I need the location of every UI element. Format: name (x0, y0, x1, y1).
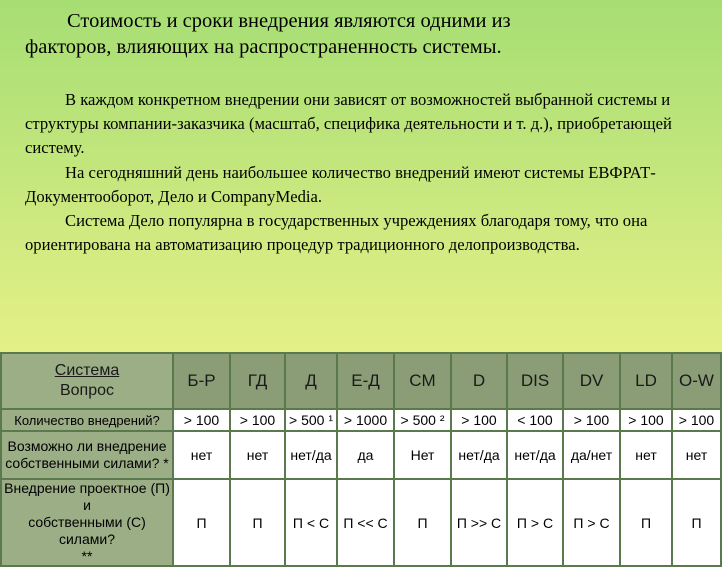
column-header: ГД (230, 353, 285, 409)
table-cell: > 100 (563, 409, 620, 431)
slide-title (25, 8, 705, 60)
table-cell: нет (672, 431, 721, 479)
table-cell: > 100 (620, 409, 672, 431)
table-cell: П (394, 479, 451, 566)
table-cell: нет/да (507, 431, 563, 479)
table-cell: да (337, 431, 394, 479)
table-cell: > 1000 (337, 409, 394, 431)
column-header: DIS (507, 353, 563, 409)
row-question-cell (1, 431, 173, 479)
column-header: LD (620, 353, 672, 409)
corner-system-label: Система (54, 362, 120, 379)
row-question-line: Внедрение проектное (П) и (4, 480, 170, 513)
table-header-row (1, 353, 721, 409)
row-question-line: Возможно ли внедрение (7, 438, 167, 454)
table-cell: > 100 (672, 409, 721, 431)
column-header: CM (394, 353, 451, 409)
comparison-table-container (0, 352, 720, 564)
column-header: O-W (672, 353, 721, 409)
row-question-cell (1, 479, 173, 566)
table-corner-cell (1, 353, 173, 409)
table-cell: П >> С (451, 479, 507, 566)
table-cell: > 500 ¹ (285, 409, 337, 431)
table-cell: П (620, 479, 672, 566)
row-question-line: ** (81, 548, 93, 564)
table-cell: > 100 (230, 409, 285, 431)
table-cell: нет (173, 431, 230, 479)
column-header: DV (563, 353, 620, 409)
table-cell: да/нет (563, 431, 620, 479)
column-header: Е-Д (337, 353, 394, 409)
column-header: Д (285, 353, 337, 409)
table-row (1, 409, 721, 431)
table-cell: нет/да (451, 431, 507, 479)
row-question-line: собственными (С) силами? (28, 514, 146, 547)
table-cell: нет (230, 431, 285, 479)
comparison-table (0, 352, 722, 567)
column-header: D (451, 353, 507, 409)
column-header: Б-Р (173, 353, 230, 409)
table-cell: > 500 ² (394, 409, 451, 431)
row-question-line: собственными силами? * (5, 455, 169, 471)
body-text (25, 88, 705, 257)
corner-question-label: Вопрос (59, 382, 115, 399)
table-cell: П << С (337, 479, 394, 566)
title-line-1: Стоимость и сроки внедрения являются одними из (67, 10, 511, 32)
table-cell: нет/да (285, 431, 337, 479)
paragraph-2: На сегодняшний день наибольшее количество внедрений имеют системы ЕВФРАТ-Документооборот, Дело и CompanyMedia. (25, 162, 656, 206)
paragraph-1: В каждом конкретном внедрении они зависят от возможностей выбранной системы и структуры компании-заказчика (масштаб, специфика деятельности и т. д.), приобретающей систему. (25, 90, 672, 158)
table-cell: > 100 (173, 409, 230, 431)
table-cell: < 100 (507, 409, 563, 431)
table-row (1, 479, 721, 566)
row-question-line: Количество внедрений? (14, 412, 160, 428)
table-cell: П > С (563, 479, 620, 566)
table-cell: П > С (507, 479, 563, 566)
table-row (1, 431, 721, 479)
table-cell: > 100 (451, 409, 507, 431)
paragraph-3: Система Дело популярна в государственных учреждениях благодаря тому, что она ориентирована на автоматизацию процедур традиционного делопроизводства. (25, 211, 648, 255)
title-line-2: факторов, влияющих на распространенность системы. (25, 36, 502, 58)
table-cell: П (672, 479, 721, 566)
table-cell: Нет (394, 431, 451, 479)
table-cell: нет (620, 431, 672, 479)
table-cell: П (230, 479, 285, 566)
row-question-cell (1, 409, 173, 431)
table-cell: П (173, 479, 230, 566)
table-cell: П < С (285, 479, 337, 566)
